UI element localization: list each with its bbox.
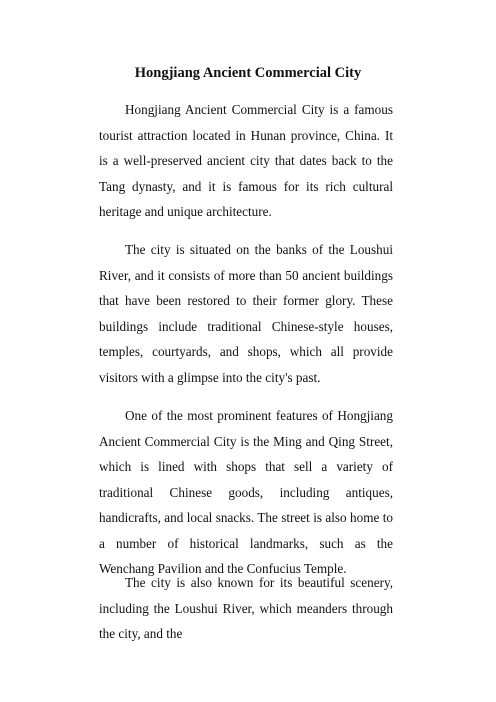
paragraph-3: One of the most prominent features of Hongjiang Ancient Commercial City is the Ming and Qing Street, which is lined with shops that sell a variety of traditional Chinese goods, including antiques, handicrafts, and local snacks. The street is also home to a number of historical landmarks, such as the Wenchang Pavilion and the Confucius Temple. [99,408,393,576]
document-title: Hongjiang Ancient Commercial City [134,65,362,81]
paragraph-1: Hongjiang Ancient Commercial City is a famous tourist attraction located in Hunan province, China. It is a well-preserved ancient city that dates back to the Tang dynasty, and it is famous for its rich cultural heritage and unique architecture. [99,102,393,219]
paragraph-2: The city is situated on the banks of the Loushui River, and it consists of more than 50 ancient buildings that have been restored to their former glory. These buildings include traditional Chinese-style houses, temples, courtyards, and shops, which all provide visitors with a glimpse into the city's past. [99,242,393,385]
paragraph-4: The city is also known for its beautiful scenery, including the Loushui River, which meanders through the city, and the [99,575,393,641]
